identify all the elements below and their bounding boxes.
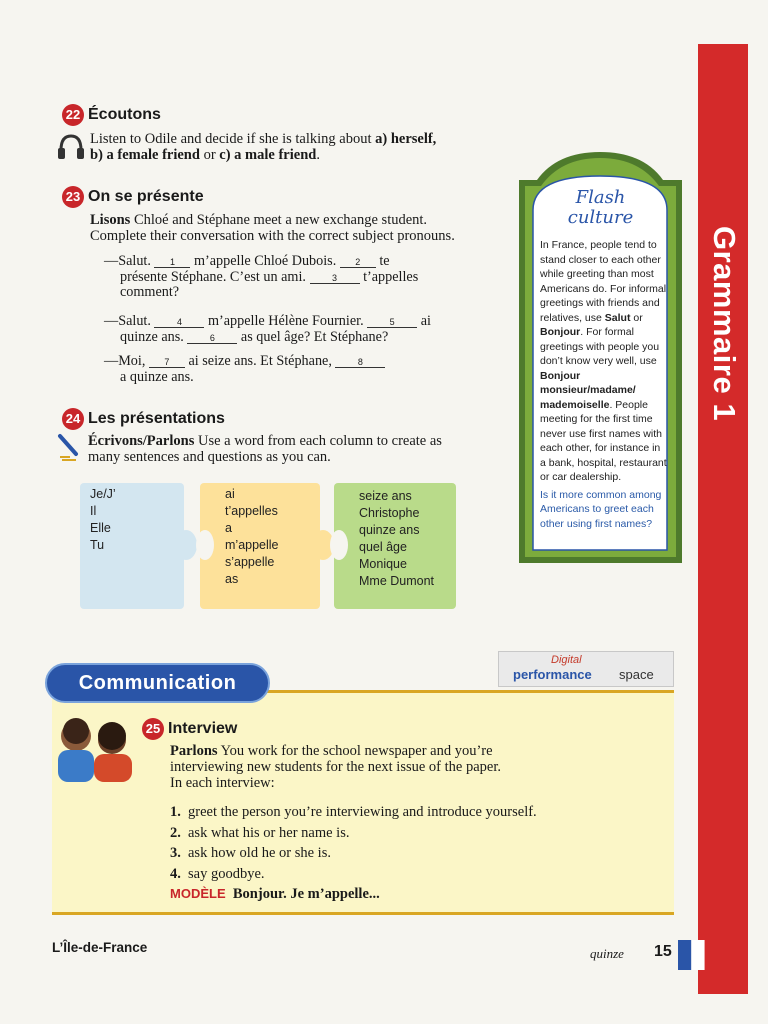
page-number: 15 <box>654 943 672 960</box>
chapter-tab <box>698 44 748 994</box>
exercise-title: Écoutons <box>88 106 161 123</box>
blank-6[interactable]: 6 <box>187 333 237 344</box>
communication-banner: Communication <box>45 663 270 703</box>
blank-3[interactable]: 3 <box>310 273 360 284</box>
digital-performance-space-badge[interactable]: Digital performance space <box>498 651 674 687</box>
puzzle-tab <box>175 530 197 560</box>
exercise-25-header <box>142 718 237 740</box>
word: Tu <box>90 538 105 552</box>
word: Mme Dumont <box>359 574 435 588</box>
blank-1[interactable]: 1 <box>154 257 190 268</box>
column-subjects <box>90 486 116 554</box>
dialog-line-2: —Salut. 4 m’appelle Hélène Fournier. 5 ai quinze ans. 6 as quel âge? Et Stéphane? <box>104 313 431 345</box>
exercise-title: On se présente <box>88 188 204 205</box>
word: Monique <box>359 557 407 571</box>
exercise-number: 22 <box>62 104 84 126</box>
word: quel âge <box>359 540 407 554</box>
list-item: 2. ask what his or her name is. <box>170 824 350 841</box>
word: t’appelles <box>225 504 278 518</box>
modele-line: MODÈLE Bonjour. Je m’appelle... <box>170 886 380 902</box>
exercise-24-header <box>62 408 225 430</box>
pencil-icon <box>56 432 82 462</box>
dialog-line-3: —Moi, 7 ai seize ans. Et Stéphane, 8 a quinze ans. <box>104 354 504 385</box>
exercise-22-header <box>62 104 161 126</box>
word: a <box>225 521 232 535</box>
flash-culture-title: Flash culture <box>567 187 634 228</box>
list-item: 3. ask how old he or she is. <box>170 845 331 861</box>
word: s’appelle <box>225 555 275 569</box>
puzzle-notch <box>196 530 214 560</box>
word: Je/J’ <box>90 487 116 501</box>
list-item: 1. greet the person you’re interviewing and introduce yourself. <box>170 804 537 820</box>
exercise-25-instructions: Parlons You work for the school newspaper and you’re interviewing new students for the next issue of the paper. In each interview: <box>170 743 502 791</box>
blank-7[interactable]: 7 <box>149 357 185 368</box>
french-flag-icon <box>678 940 718 970</box>
word: Il <box>90 504 97 518</box>
word: m’appelle <box>225 538 279 552</box>
exercise-24-instructions: Écrivons/Parlons Use a word from each column to create as many sentences and questions as you can. <box>88 433 442 465</box>
headphones-icon <box>56 132 86 162</box>
list-item: 4. say goodbye. <box>170 865 265 882</box>
exercise-23-header <box>62 186 204 208</box>
word: quinze ans <box>359 523 420 537</box>
blank-5[interactable]: 5 <box>367 317 417 328</box>
word: seize ans <box>359 489 412 503</box>
word: Christophe <box>359 506 420 520</box>
column-complements <box>359 488 434 590</box>
column-verbs <box>225 486 279 588</box>
exercise-title: Interview <box>168 720 238 737</box>
flash-culture-question: Is it more common among Americans to greet each other using first names? <box>540 488 662 530</box>
puzzle-notch <box>330 530 348 560</box>
chapter-tab-label: Grammaire 1 <box>707 226 742 422</box>
region-label: L’Île-de-France <box>52 940 148 955</box>
exercise-number: 24 <box>62 408 84 430</box>
exercise-title: Les présentations <box>88 410 225 427</box>
word: ai <box>225 487 235 501</box>
blank-8[interactable]: 8 <box>335 357 385 368</box>
flash-culture-text: In France, people tend to stand closer to each other while greeting than most Americans do. For informal greetings with friends and relatives, use Salut or Bonjour. For formal greetings with people you don’t know very well, use Bonjour monsieur/madame/ mademoiselle. People meeting for the first time never use first names with each other, for instance in a bank, hospital, restaurant or car dealership. Is it more common among Americans to greet each other using first names? <box>540 239 667 530</box>
blank-2[interactable]: 2 <box>340 257 376 268</box>
students-photo <box>42 712 142 782</box>
exercise-23-instructions: Lisons Chloé and Stéphane meet a new exchange student. Complete their conversation with the correct subject pronouns. <box>90 212 455 244</box>
blank-4[interactable]: 4 <box>154 317 204 328</box>
word: Elle <box>90 521 111 535</box>
exercise-25-steps <box>170 802 630 905</box>
word: as <box>225 572 239 586</box>
exercise-22-instructions: Listen to Odile and decide if she is talking about a) herself, b) a female friend or c) a male friend. <box>90 131 437 163</box>
page-number-word: quinze <box>590 946 624 961</box>
exercise-number: 23 <box>62 186 84 208</box>
dialog-line-1: —Salut. 1 m’appelle Chloé Dubois. 2 te présente Stéphane. C’est un ami. 3 t’appelles comment? <box>104 253 419 300</box>
flash-culture-box <box>517 150 684 565</box>
exercise-number: 25 <box>142 718 164 740</box>
